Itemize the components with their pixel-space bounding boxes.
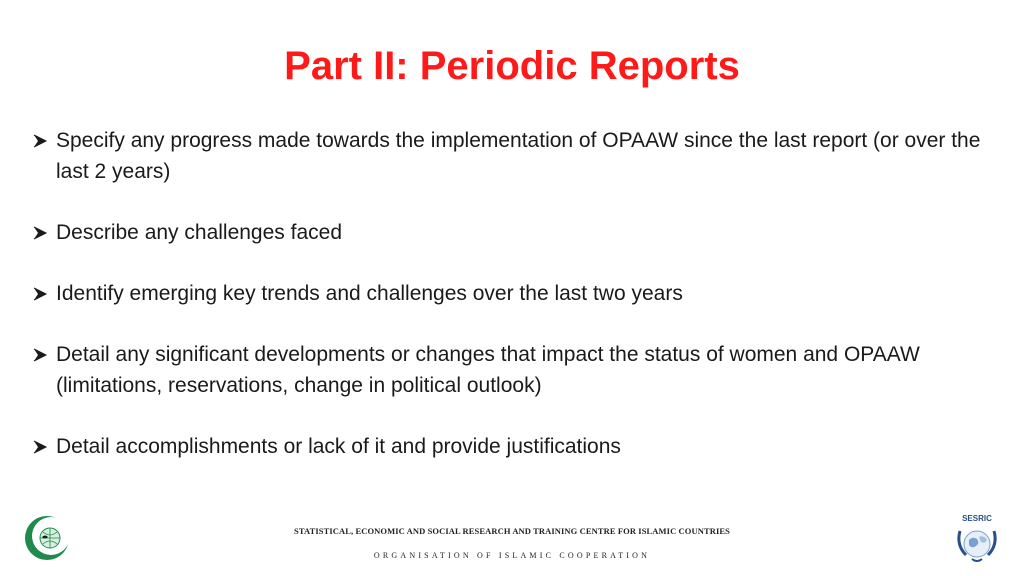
bullet-item (32, 339, 992, 401)
sesric-logo-label: SESRIC (962, 514, 992, 523)
bullet-text: Detail any significant developments or changes that impact the status of women and OPAAW (limitations, reservations, change in political outlook) (56, 343, 920, 397)
slide-title: Part II: Periodic Reports (284, 44, 740, 88)
arrow-bullet-icon (32, 217, 56, 248)
arrow-bullet-icon (32, 339, 56, 370)
bullet-text: Detail accomplishments or lack of it and provide justifications (56, 435, 621, 458)
arrow-bullet-icon (32, 278, 56, 309)
bullet-item (32, 431, 992, 462)
footer-parent-organization: ORGANISATION OF ISLAMIC COOPERATION (373, 551, 651, 560)
arrow-bullet-icon (32, 431, 56, 462)
sesric-logo-icon (952, 513, 1002, 565)
bullet-list (32, 125, 992, 492)
bullet-text: Identify emerging key trends and challenges over the last two years (56, 282, 683, 305)
bullet-item (32, 278, 992, 309)
bullet-text: Describe any challenges faced (56, 221, 343, 244)
bullet-item (32, 125, 992, 187)
bullet-text: Specify any progress made towards the implementation of OPAAW since the last report (or over the last 2 years) (56, 129, 981, 183)
footer-organization-name: STATISTICAL, ECONOMIC AND SOCIAL RESEARCH AND TRAINING CENTRE FOR ISLAMIC COUNTRIES (294, 526, 730, 536)
bullet-item (32, 217, 992, 248)
arrow-bullet-icon (32, 125, 56, 156)
